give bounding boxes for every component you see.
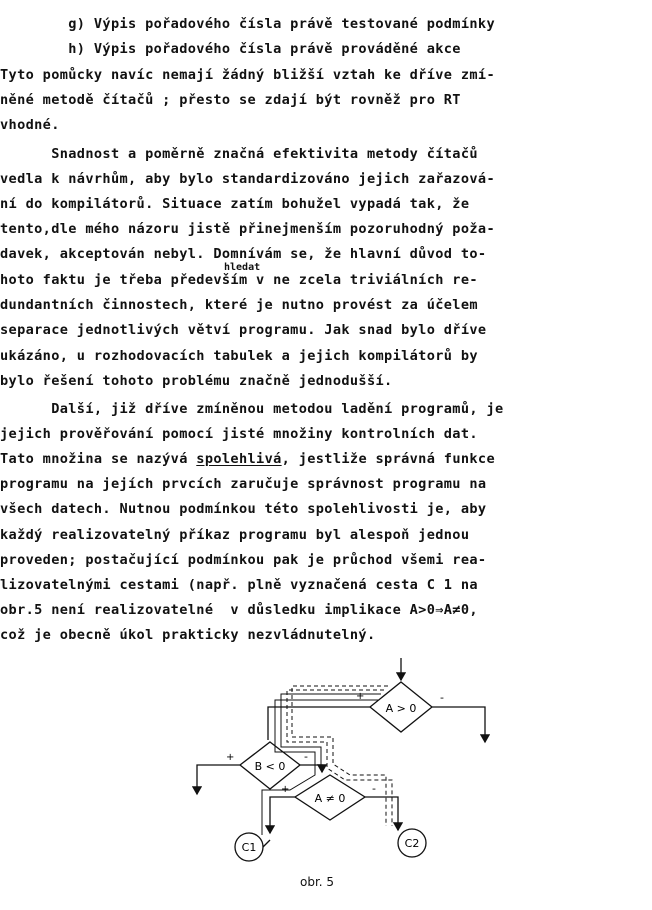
text-line-8: ní do kompilátorů. Situace zatím bohužel vypadá tak, že xyxy=(0,196,470,212)
text-line-14: ukázáno, u rozhodovacích tabulek a jejich kompilátorů by xyxy=(0,348,478,364)
sign-plus-a-ne-0: + xyxy=(281,784,290,795)
edge-b-lt-0-minus xyxy=(300,765,322,772)
decision-a-gt-0-label: A > 0 xyxy=(385,702,417,715)
term-spolehliva: spolehlivá xyxy=(196,451,282,467)
text-line-2: h) Výpis pořadového čísla právě prováděné akce xyxy=(0,41,461,57)
text-line-23: lizovatelnými cestami (např. plně vyznačená cesta C 1 na xyxy=(0,577,478,593)
text-line-11: hoto faktu je třeba především v ne zcela triviálních re- xyxy=(0,272,478,288)
decision-a-ne-0-label: A ≠ 0 xyxy=(314,792,346,805)
text-line-17: jejich prověřování pomocí jisté množiny kontrolních dat. xyxy=(0,426,478,442)
sign-minus-a-ne-0: - xyxy=(372,782,376,795)
text-line-9: tento,dle mého názoru jistě přinejmenším pozoruhodný poža- xyxy=(0,221,495,237)
edge-a-ne-0-left xyxy=(270,797,295,833)
text-line-21: každý realizovatelný příkaz programu byl alespoň jednou xyxy=(0,527,470,543)
edge-b-lt-0-plus xyxy=(197,765,240,794)
text-line-25: což je obecně úkol prakticky nezvládnutelný. xyxy=(0,627,376,643)
decision-b-lt-0-label: B < 0 xyxy=(254,760,286,773)
text-line-12: dundantních činnostech, které je nutno provést za účelem xyxy=(0,297,478,313)
text-line-16: Další, již dříve zmíněnou metodou ladění programů, je xyxy=(0,401,504,417)
text-line-13: separace jednotlivých větví programu. Jak snad bylo dříve xyxy=(0,322,487,338)
text-line-10: davek, akceptován nebyl. Domnívám se, že hlavní důvod to- xyxy=(0,246,487,262)
text-line-18-end: , jestliže správná funkce xyxy=(281,451,495,467)
terminal-c1-label: C1 xyxy=(241,841,257,854)
sign-plus-b-lt-0: + xyxy=(226,752,235,763)
text-line-18-start: Tato množina se nazývá xyxy=(0,451,197,467)
handwritten-insert-note: hledat xyxy=(224,262,261,273)
terminal-c2-label: C2 xyxy=(404,837,420,850)
text-line-4: něné metodě čítačů ; přesto se zdají být rovněž pro RT xyxy=(0,92,461,108)
text-line-15: bylo řešení tohoto problému značně jednodušší. xyxy=(0,373,393,389)
edge-a-ne-0-right xyxy=(365,797,398,830)
text-line-7: vedla k návrhům, aby bylo standardizováno jejich zařazová- xyxy=(0,171,495,187)
text-line-19: programu na jejích prvcích zaručuje správnost programu na xyxy=(0,476,487,492)
sign-minus-a-gt-0: - xyxy=(440,691,444,704)
text-line-20: všech datech. Nutnou podmínkou této spolehlivosti je, aby xyxy=(0,501,487,517)
edge-a-gt-0-plus xyxy=(268,707,370,740)
text-line-24: obr.5 není realizovatelné v důsledku implikace A>0⇒A≠0, xyxy=(0,602,478,618)
text-line-3: Tyto pomůcky navíc nemají žádný bližší vztah ke dříve zmí- xyxy=(0,67,495,83)
text-line-22: proveden; postačující podmínkou pak je průchod všemi rea- xyxy=(0,552,487,568)
sign-plus-a-gt-0: + xyxy=(356,691,365,702)
sign-minus-b-lt-0: - xyxy=(304,750,308,763)
edge-a-gt-0-minus xyxy=(432,707,485,742)
text-line-1: g) Výpis pořadového čísla právě testované podmínky xyxy=(0,16,495,32)
figure-caption: obr. 5 xyxy=(300,875,335,889)
text-line-6: Snadnost a poměrně značná efektivita metody čítačů xyxy=(0,146,478,162)
terminal-c1-connector xyxy=(263,840,270,847)
text-line-5: vhodné. xyxy=(0,117,60,133)
